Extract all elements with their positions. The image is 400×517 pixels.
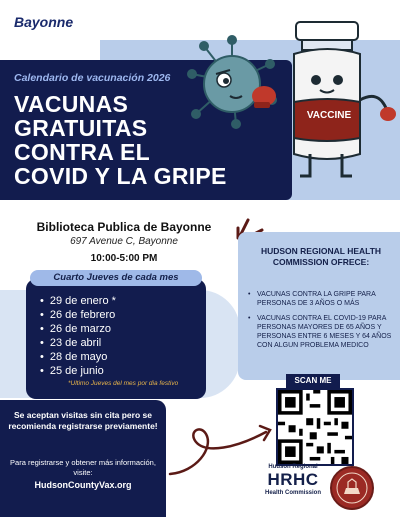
hrhc-offer-item: • VACUNAS CONTRA EL COVID-19 PARA PERSONAS MAYORES DE 65 AÑOS Y PERSONAS ENTRE 6 MESES Y 64 AÑOS CON ALGUN PROBLEMA MEDICO — [248, 314, 394, 350]
hero-title-line-3: CONTRA EL — [14, 139, 151, 165]
hrhc-heading: HUDSON REGIONAL HEALTH COMMISSION OFRECE: — [260, 246, 382, 267]
virus-illustration — [186, 34, 278, 130]
schedule-date: • 29 de enero * — [40, 294, 116, 308]
register-text: Para registrarse y obtener más información, visite: — [10, 458, 156, 477]
schedule-date: • 28 de mayo — [40, 350, 116, 364]
scan-me-label: SCAN ME — [286, 374, 340, 388]
schedule-dates-list — [40, 294, 116, 378]
vaccine-label: VACCINE — [306, 110, 352, 121]
city-seal-icon — [330, 466, 374, 510]
schedule-date: • 26 de febrero — [40, 308, 116, 322]
schedule-heading: Cuarto Jueves de cada mes — [30, 270, 202, 286]
qr-code-image — [278, 390, 352, 464]
location-name: Biblioteca Publica de Bayonne — [36, 220, 212, 234]
logo-bottom-text: Health Commission — [264, 490, 321, 496]
schedule-date: • 25 de junio — [40, 364, 116, 378]
hero-title-line-4: COVID Y LA GRIPE — [14, 163, 227, 189]
location-hours: 10:00-5:00 PM — [90, 253, 158, 264]
walkin-message: Se aceptan visitas sin cita pero se recomienda registrarse previamente! — [8, 410, 158, 431]
qr-code[interactable] — [276, 388, 354, 466]
logo-acronym: HRHC — [267, 470, 319, 489]
hrhc-offer-item: • VACUNAS CONTRA LA GRIPE PARA PERSONAS DE 3 AÑOS O MÁS — [248, 290, 394, 308]
hrhc-offer-list — [248, 290, 394, 356]
location-address: 697 Avenue C, Bayonne — [70, 236, 178, 247]
register-link[interactable]: HudsonCountyVax.org — [34, 480, 132, 490]
vaccine-bottle-illustration — [280, 20, 400, 190]
hero-title-line-1: VACUNAS — [14, 91, 129, 117]
hrhc-logo — [258, 464, 328, 496]
schedule-date: • 23 de abril — [40, 336, 116, 350]
boxing-glove-icon — [250, 84, 278, 110]
schedule-footnote: *Ultimo Jueves del mes por dia festivo — [68, 380, 179, 387]
hero-subtitle: Calendario de vacunación 2026 — [14, 72, 171, 84]
schedule-date: • 26 de marzo — [40, 322, 116, 336]
hero-title-line-2: GRATUITAS — [14, 115, 148, 141]
town-name: Bayonne — [14, 14, 74, 30]
logo-top-text: Hudson Regional — [268, 464, 318, 470]
